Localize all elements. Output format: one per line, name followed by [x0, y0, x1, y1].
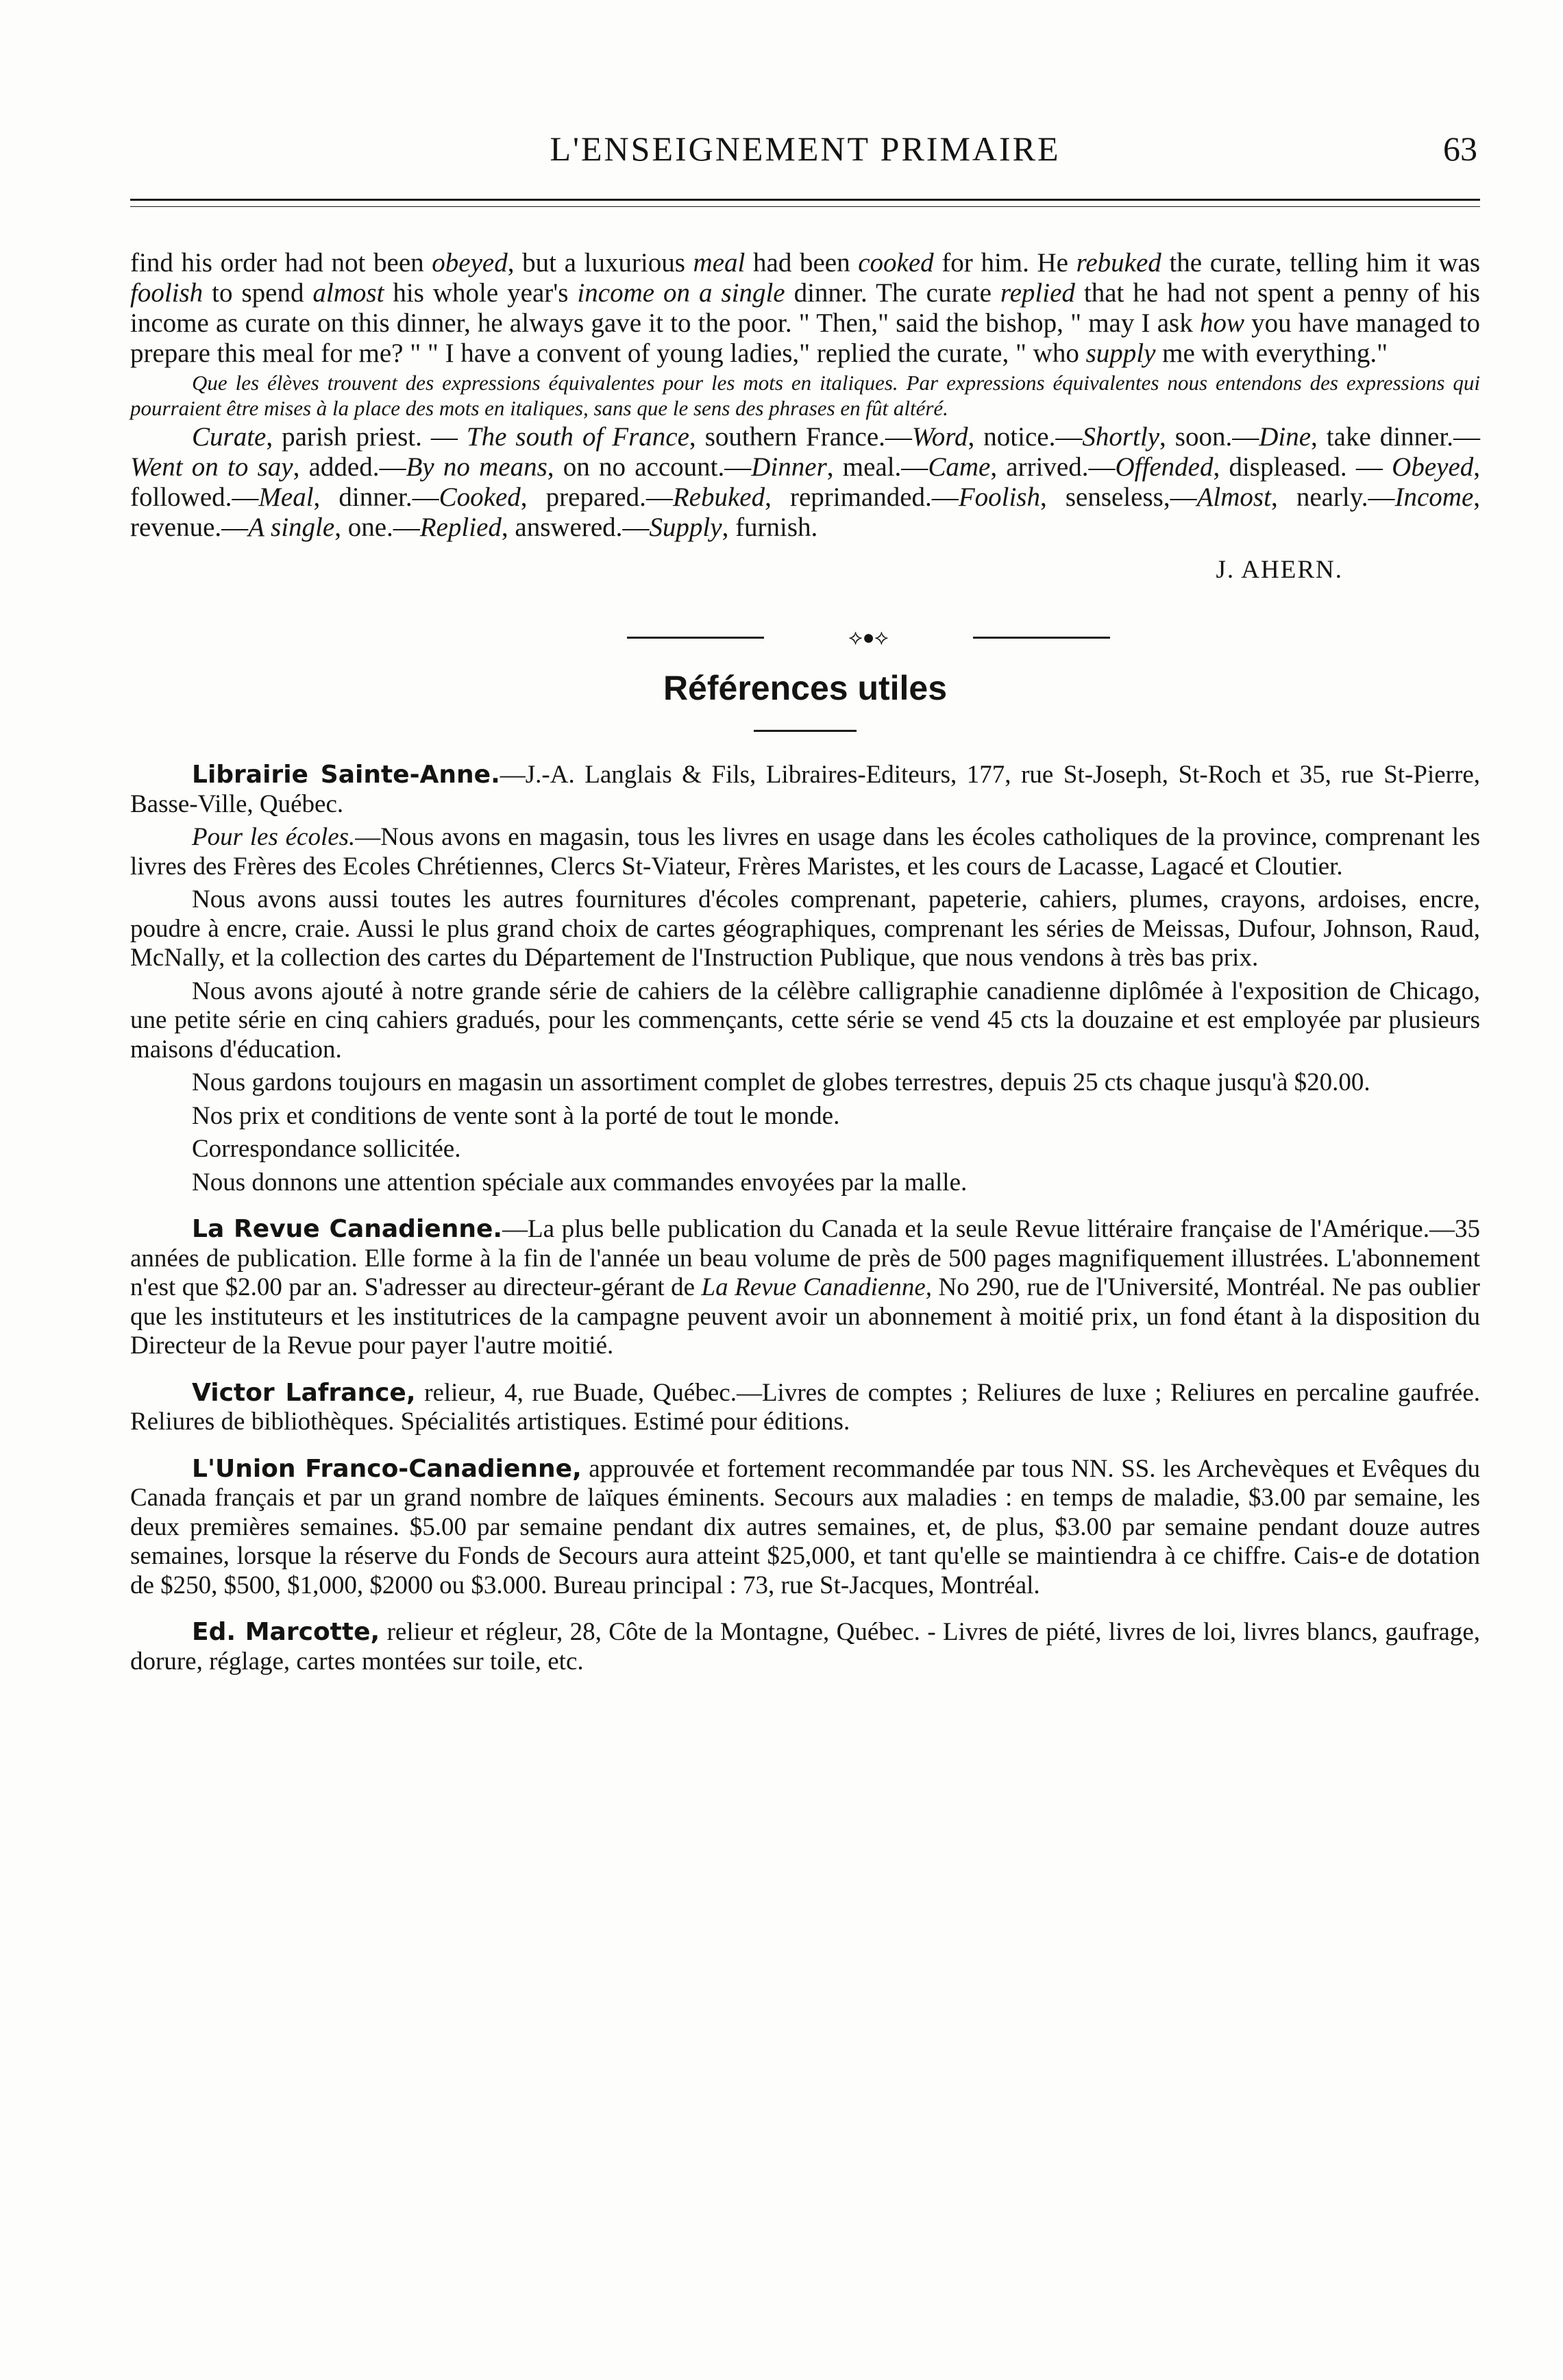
- gloss-text-run: Cooked: [439, 482, 521, 512]
- gloss-text-run: Dine: [1259, 422, 1312, 452]
- librairie-name: Librairie Sainte-Anne.: [192, 761, 500, 789]
- librairie-para-3: Nous avons ajouté à notre grande série de cahiers de la célèbre calligraphie canadienne diplômée à l'exposition de Chicago, une petite série en cinq cahiers gradués, pour les commençants, cette série se vend 45 cts la douzaine et est employée par plusieurs maisons d'éducation.: [130, 977, 1480, 1064]
- gloss-text-run: Replied: [419, 513, 502, 542]
- ornament-line-left: [627, 637, 764, 639]
- reference-marcotte: [130, 1618, 1480, 1676]
- gloss-text-run: , arrived.—: [990, 452, 1116, 482]
- gloss-text-run: , meal.—: [826, 452, 928, 482]
- story-text-run: on a single: [663, 278, 785, 308]
- gloss-text-run: , displeased. —: [1213, 452, 1392, 482]
- header-rule: [130, 199, 1480, 207]
- ornament-knot-icon: ⟡●⟡: [848, 626, 889, 649]
- gloss-text-run: , take dinner.—: [1311, 422, 1481, 452]
- ornament-line-right: [973, 637, 1110, 639]
- gloss-text-run: , one.—: [334, 513, 420, 542]
- gloss-text-run: , added.—: [293, 452, 406, 482]
- story-text-run: his whole year's: [384, 278, 578, 308]
- reference-union: [130, 1455, 1480, 1601]
- gloss-text-run: , on no account.—: [547, 452, 752, 482]
- story-text-run: cooked: [858, 248, 934, 278]
- story-text-run: meal: [693, 248, 746, 278]
- gloss-text-run: , nearly.—: [1270, 482, 1395, 512]
- story-text-run: that he had not spent a penny of his income as curate on this dinner, he always gave it to the poor. " Then," said the bishop, " may I ask: [130, 278, 1480, 338]
- union-name: L'Union Franco-Canadienne,: [192, 1454, 582, 1483]
- gloss-text-run: Foolish: [958, 482, 1040, 512]
- librairie-para-4: Nous gardons toujours en magasin un assortiment complet de globes terrestres, depuis 25 cts chaque jusqu'à $20.00.: [192, 1068, 1370, 1096]
- gloss-text-run: Word: [911, 422, 968, 452]
- story-text-run: dinner. The curate: [785, 278, 1000, 308]
- librairie-para-1-text: —Nous avons en magasin, tous les livres en usage dans les écoles catholiques de la province, comprenant les livres des Frères des Ecoles Chrétiennes, Clercs St-Viateur, Frères Maristes, et les cours de Lacasse, Lagacé et Cloutier.: [130, 823, 1480, 881]
- union-text: approuvée et fortement recommandée par tous NN. SS. les Archevèques et Evêques du Canada français et par un grand nombre de laïques éminents. Secours aux maladies : en temps de maladie, $3.00 par semaine, les deux premières semaines. $5.00 par semaine pendant dix autres semaines, et, de plus, $3.00 par semaine pendant douze autres semaines, lorsque la réserve du Fonds de Secours aura atteint $25,000, et tant qu'elle se maintiendra à ce chiffre. Cais-e de dotation de $250, $500, $1,000, $2000 ou $3.000. Bureau principal : 73, rue St-Jacques, Montréal.: [130, 1454, 1480, 1599]
- gloss-text-run: Meal: [258, 482, 314, 512]
- gloss-text-run: , senseless,—: [1039, 482, 1197, 512]
- lafrance-name: Victor Lafrance,: [192, 1378, 416, 1407]
- librairie-intro: [130, 761, 1480, 819]
- gloss-text-run: Obeyed: [1392, 452, 1474, 482]
- story-text-run: , but a luxurious: [507, 248, 693, 278]
- revue-text-a: —La plus belle publication du Canada et la seule Revue littéraire française de l'Amérique.—35 années de publication. Elle forme à la fin de l'année un beau volume de près de 500 pages magnifiquement illustrées. L'abonnement n'est que $2.00 par an. S'adresser au directeur-gérant de: [130, 1215, 1480, 1301]
- story-text-run: income: [577, 278, 655, 308]
- gloss-text-run: Dinner: [751, 452, 827, 482]
- gloss-text-run: , followed.—: [130, 452, 1481, 512]
- story-text-run: how: [1199, 308, 1244, 338]
- gloss-text-run: Supply: [649, 513, 722, 542]
- reference-librairie: [130, 761, 1480, 1197]
- gloss-text-run: Income: [1394, 482, 1474, 512]
- revue-name: La Revue Canadienne.: [192, 1215, 503, 1243]
- marcotte-name: Ed. Marcotte,: [192, 1618, 380, 1646]
- story-text-run: almost: [312, 278, 384, 308]
- story-text-run: rebuked: [1076, 248, 1161, 278]
- gloss-text-run: A single: [248, 513, 335, 542]
- gloss-text-run: Went on to say: [130, 452, 293, 482]
- gloss-text-run: By no means: [406, 452, 547, 482]
- librairie-para-7: Nous donnons une attention spéciale aux commandes envoyées par la malle.: [192, 1168, 968, 1197]
- gloss-text-run: , soon.—: [1159, 422, 1259, 452]
- exercise-note: Que les élèves trouvent des expressions équivalentes pour les mots en italiques. Par expressions équivalentes nous entendons des expressions qui pourraient être mises à la place des mots en italiques, sans que le sens des phrases en fût altéré.: [130, 371, 1480, 420]
- story-text-run: foolish: [130, 278, 204, 308]
- section-title: Références utiles: [663, 669, 948, 707]
- gloss-text-run: , revenue.—: [130, 482, 1481, 542]
- story-text-run: for him. He: [933, 248, 1076, 278]
- story-text-run: [654, 278, 663, 308]
- revue-title: La Revue Canadienne,: [701, 1273, 933, 1301]
- gloss-text-run: , notice.—: [968, 422, 1083, 452]
- reference-lafrance: [130, 1379, 1480, 1437]
- story-text-run: obeyed: [432, 248, 508, 278]
- vocabulary-gloss: [130, 422, 1480, 543]
- lafrance-text: relieur, 4, rue Buade, Québec.—Livres de comptes ; Reliures de luxe ; Reliures en percaline gaufrée. Reliures de bibliothèques. Spécialités artistiques. Estimé pour éditions.: [130, 1378, 1480, 1436]
- gloss-text-run: , reprimanded.—: [765, 482, 959, 512]
- gloss-text-run: Offended: [1115, 452, 1214, 482]
- librairie-para-2: Nous avons aussi toutes les autres fournitures d'écoles comprenant, papeterie, cahiers, plumes, crayons, ardoises, encre, poudre à encre, craie. Aussi le plus grand choix de cartes géographiques, comprenant les séries de Meissas, Dufour, Johnson, Raud, McNally, et la collection des cartes du Département de l'Instruction Publique, que nous vendons à très bas prix.: [130, 885, 1480, 972]
- title-rule: [754, 730, 857, 732]
- story-text-run: replied: [1000, 278, 1075, 308]
- section-ornament: [130, 617, 1480, 659]
- gloss-text-run: , answered.—: [501, 513, 650, 542]
- librairie-address: —J.-A. Langlais & Fils, Libraires-Editeurs, 177, rue St-Joseph, St-Roch et 35, rue St-Pierre, Basse-Ville, Québec.: [130, 761, 1480, 818]
- librairie-para-5: Nos prix et conditions de vente sont à la porté de tout le monde.: [192, 1101, 840, 1130]
- librairie-para-1: [130, 823, 1480, 881]
- story-text-run: me with everything.": [1155, 339, 1388, 368]
- author-signature: J. AHERN.: [1216, 556, 1343, 584]
- running-title: L'ENSEIGNEMENT PRIMAIRE: [550, 130, 1061, 168]
- story-text-run: you have managed to prepare this meal for me? " " I have a convent of young ladies," replied the curate, " who: [130, 308, 1480, 368]
- revue-text-b: No 290, rue de l'Université, Montréal. Ne pas oublier que les instituteurs et les institutrices de la campagne peuvent avoir un abonnement à moitié prix, un fond étant à la disposition du Directeur de la Revue pour payer l'autre moitié.: [130, 1273, 1480, 1360]
- gloss-text-run: , parish priest. —: [266, 422, 467, 452]
- gloss-text-run: Almost: [1196, 482, 1271, 512]
- gloss-text-run: The south of France: [466, 422, 689, 452]
- running-head: [130, 129, 1480, 177]
- story-text-run: had been: [745, 248, 859, 278]
- page-number: 63: [1443, 130, 1477, 168]
- story-text-run: supply: [1085, 339, 1156, 368]
- story-text-run: the curate, telling him it was: [1161, 248, 1480, 278]
- librairie-para-1-lead: Pour les écoles.: [192, 823, 356, 851]
- gloss-text-run: , southern France.—: [689, 422, 912, 452]
- gloss-text-run: Came: [928, 452, 991, 482]
- body-text: [130, 248, 1480, 1676]
- gloss-text-run: , furnish.: [722, 513, 818, 542]
- gloss-text-run: Curate: [192, 422, 267, 452]
- story-paragraph: [130, 248, 1480, 369]
- story-text-run: to spend: [203, 278, 313, 308]
- story-text-run: find his order had not been: [130, 248, 432, 278]
- librairie-para-6: Correspondance sollicitée.: [192, 1135, 461, 1163]
- gloss-text-run: , dinner.—: [313, 482, 439, 512]
- reference-revue: [130, 1215, 1480, 1361]
- gloss-text-run: Shortly: [1082, 422, 1160, 452]
- gloss-text-run: , prepared.—: [520, 482, 673, 512]
- gloss-text-run: Rebuked: [672, 482, 765, 512]
- marcotte-text: relieur et régleur, 28, Côte de la Montagne, Québec. - Livres de piété, livres de loi, livres blancs, gaufrage, dorure, réglage, cartes montées sur toile, etc.: [130, 1618, 1480, 1676]
